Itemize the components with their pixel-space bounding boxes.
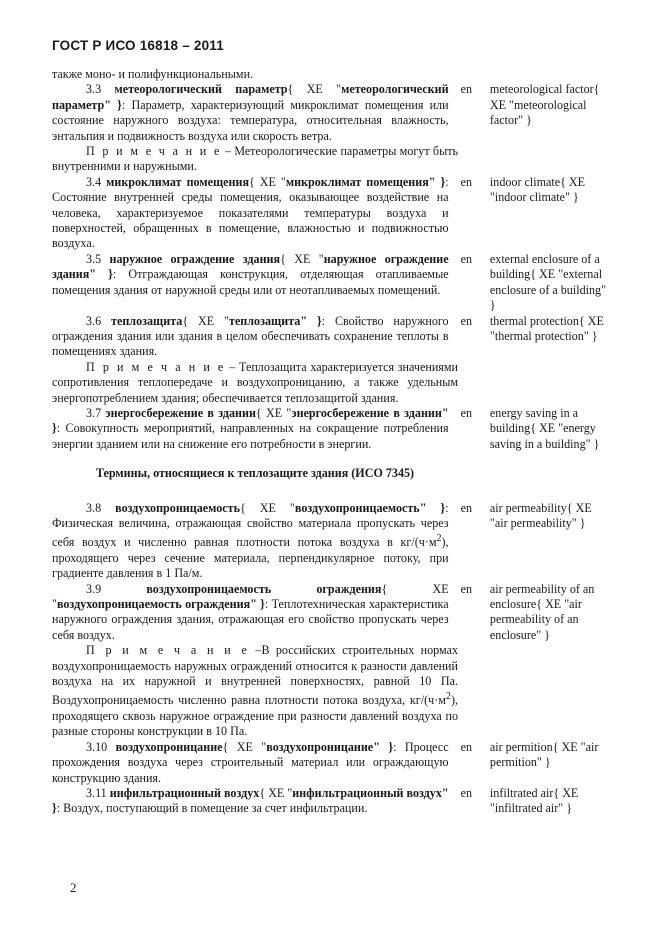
definition-text: : Состояние внутренней среды помещения, оказывающее воздействие на человека, характеризуемое показателями температуры воздуха и поверхностей, обращенных в помещение, влажностью и подвижностью воздуха. [52, 174, 449, 251]
term-en: infiltrated air{ XE "infiltrated air" } [489, 785, 579, 816]
term-number: 3.6 [86, 313, 102, 328]
term-ru: воздухопроницание [115, 739, 223, 754]
term-en: meteorological factor{ XE "meteorological factor" } [489, 82, 600, 128]
term-entry-3-6 [52, 314, 612, 360]
term-en: indoor climate{ XE "indoor climate" } [489, 174, 586, 205]
document-body [52, 67, 612, 817]
term-number: 3.9 [86, 581, 102, 596]
definition-text: : Свойство наружного ограждения здания или здания в целом обеспечивать сохранение теплоты в помещениях здания. [52, 313, 449, 359]
lang-code: en [460, 174, 473, 189]
term-entry-3-8 [52, 501, 612, 582]
term-entry-3-10 [52, 740, 612, 786]
note [52, 643, 458, 739]
term-number: 3.5 [86, 251, 102, 266]
term-ru: теплозащита [111, 313, 183, 328]
definition-text: : Воздух, поступающий в помещение за счет инфильтрации. [56, 801, 368, 816]
note-text: ), проходящего сквозь наружное ограждение при разности давлений воздуха по разные стороны конструкции в 10 Па. [52, 693, 458, 739]
lang-code: en [460, 313, 473, 328]
term-definition-ru: 3.4 микроклимат помещения{ XE "микроклимат помещения" }: Состояние внутренней среды помещения, оказывающее воздействие на человека, характеризуемое показателями температуры воздуха и поверхностей, обращенных в помещение, влажностью и подвижностью воздуха. [52, 174, 449, 251]
term-number: 3.4 [86, 174, 102, 189]
term-number: 3.3 [86, 82, 102, 97]
note [52, 144, 458, 175]
section-title: Термины, относящиеся к теплозащите здания (ИСО 7345) [95, 466, 415, 481]
term-ru: энергосбережение в здании [105, 405, 256, 420]
term-en: external enclosure of a building{ XE "external enclosure of a building" } [489, 251, 607, 313]
note-label: П р и м е ч а н и е [86, 643, 250, 658]
lang-code: en [460, 251, 473, 266]
definition-text: ), проходящего через сечение материала, перпендикулярное потоку, при градиенте давления в 1 Па/м. [52, 535, 449, 581]
definition-text: : Отграждающая конструкция, отделяющая отапливаемые помещения здания от наружной среды или от неотапливаемых помещений. [52, 267, 449, 297]
term-definition-ru: 3.6 теплозащита{ XE "теплозащита" }: Свойство наружного ограждения здания или здания в целом обеспечивать сохранение теплоты в помещениях здания. [52, 313, 449, 359]
note-text: –В российских строительных нормах воздухопроницаемость наружных ограждений относится к разности давлений воздуха на их наружной и внутренней поверхностях, равной 10 Па. Воздухопроницаемость численно равна плотности потока воздуха, кг/(ч·м [52, 643, 458, 708]
term-number: 3.11 [86, 785, 107, 800]
term-ru: инфильтрационный воздух [109, 785, 260, 800]
document-header: ГОСТ Р ИСО 16818 – 2011 [52, 38, 224, 53]
term-en: air permeability{ XE "air permeability" } [489, 500, 592, 530]
superscript: 2 [445, 691, 451, 703]
lang-code: en [460, 739, 473, 754]
lang-code: en [460, 785, 473, 800]
term-ru: микроклимат помещения [106, 174, 250, 189]
term-ru: наружное ограждение здания [109, 251, 281, 266]
term-en: air permeability of an enclosure{ XE "air permeability of an enclosure" } [489, 581, 595, 642]
term-entry-3-7 [52, 406, 612, 452]
lang-code: en [460, 82, 473, 97]
lang-code: en [460, 405, 473, 420]
term-en: energy saving in a building{ XE "energy saving in a building" } [489, 405, 600, 451]
lead-text: также моно- и полифункциональными. [52, 67, 254, 81]
term-entry-3-5 [52, 252, 612, 314]
lang-code: en [460, 500, 473, 515]
term-definition-ru: 3.8 воздухопроницаемость{ XE "воздухопроницаемость" }: Физическая величина, отражающая свойство материала пропускать через себя воздух и численно равная плотности потока воздуха в $кг/(ч\cdot м^2)$, проходящего через сечение материала, перпендикулярное потоку, при градиенте давления в 1 Па/м. [52, 500, 449, 581]
definition-text: : Процесс прохождения воздуха через строительный материал или ограждающую конструкцию здания. [52, 739, 449, 785]
note-text: – Метеорологические параметры могут быть внутренними и наружными. [52, 144, 459, 174]
definition-text: : Совокупность мероприятий, направленных на сокращение потребления энергии зданием или на снижение его потребности в энергии. [52, 421, 449, 451]
term-entry-3-11 [52, 786, 612, 817]
term-definition-ru: 3.7 энергосбережение в здании{ XE "энергосбережение в здании" }: Совокупность мероприятий, направленных на сокращение потребления энергии зданием или на снижение его потребности в энергии. [52, 405, 449, 451]
term-en: air permition{ XE "air permition" } [489, 739, 599, 770]
term-ru: воздухопроницаемость ограждения [146, 581, 382, 596]
term-ru: метеорологический параметр [114, 82, 288, 97]
lang-code: en [460, 581, 473, 596]
term-number: 3.10 [86, 739, 108, 754]
term-en: thermal protection{ XE "thermal protection" } [489, 313, 604, 343]
definition-text: : Физическая величина, отражающая свойство материала пропускать через себя воздух и численно равная плотности потока воздуха в кг/(ч·м [52, 500, 449, 550]
term-definition-ru: 3.10 воздухопроницание{ XE "воздухопроницание" }: Процесс прохождения воздуха через строительный материал или ограждающую конструкцию здания. [52, 739, 449, 785]
definition-text: : Теплотехническая характеристика наружного ограждения здания, отражающая его свойство пропускать через себя воздух. [52, 597, 449, 642]
term-definition-ru: 3.9 воздухопроницаемость ограждения{ XE "воздухопроницаемость ограждения" }: Теплотехническая характеристика наружного ограждения здания, отражающая его свойство пропускать через себя воздух. [52, 581, 449, 642]
term-definition-ru: 3.3 метеорологический параметр{ XE "метеорологический параметр" }: Параметр, характеризующий микроклимат помещения или состояние наружного воздуха: температура, относительная влажность, энтальпия и подвижность воздуха или скорость ветра. [52, 82, 449, 143]
term-number: 3.7 [86, 405, 102, 420]
definition-text: : Параметр, характеризующий микроклимат помещения или состояние наружного воздуха: температура, относительная влажность, энтальпия и подвижность воздуха или скорость ветра. [52, 97, 449, 143]
note-label: П р и м е ч а н и е [86, 144, 222, 159]
note-label: П р и м е ч а н и е [86, 359, 226, 374]
term-entry-3-3 [52, 82, 612, 144]
term-ru: воздухопроницаемость [115, 500, 240, 515]
term-definition-ru: 3.11 инфильтрационный воздух{ XE "инфильтрационный воздух" }: Воздух, поступающий в помещение за счет инфильтрации. [52, 785, 449, 816]
term-entry-3-4 [52, 175, 612, 252]
term-entry-3-9 [52, 582, 612, 644]
superscript: 2 [436, 533, 442, 545]
term-number: 3.8 [86, 500, 102, 515]
note [52, 360, 458, 406]
term-definition-ru: 3.5 наружное ограждение здания{ XE "наружное ограждение здания" }: Отграждающая конструкция, отделяющая отапливаемые помещения здания от наружной среды или от неотапливаемых помещений. [52, 251, 449, 297]
note-text: – Теплозащита характеризуется значениями сопротивления теплопередаче и воздухопроницанию, а также удельным энергопотреблением здания; обеспечивается теплозащитой здания. [52, 359, 458, 405]
page-number: 2 [70, 880, 77, 895]
